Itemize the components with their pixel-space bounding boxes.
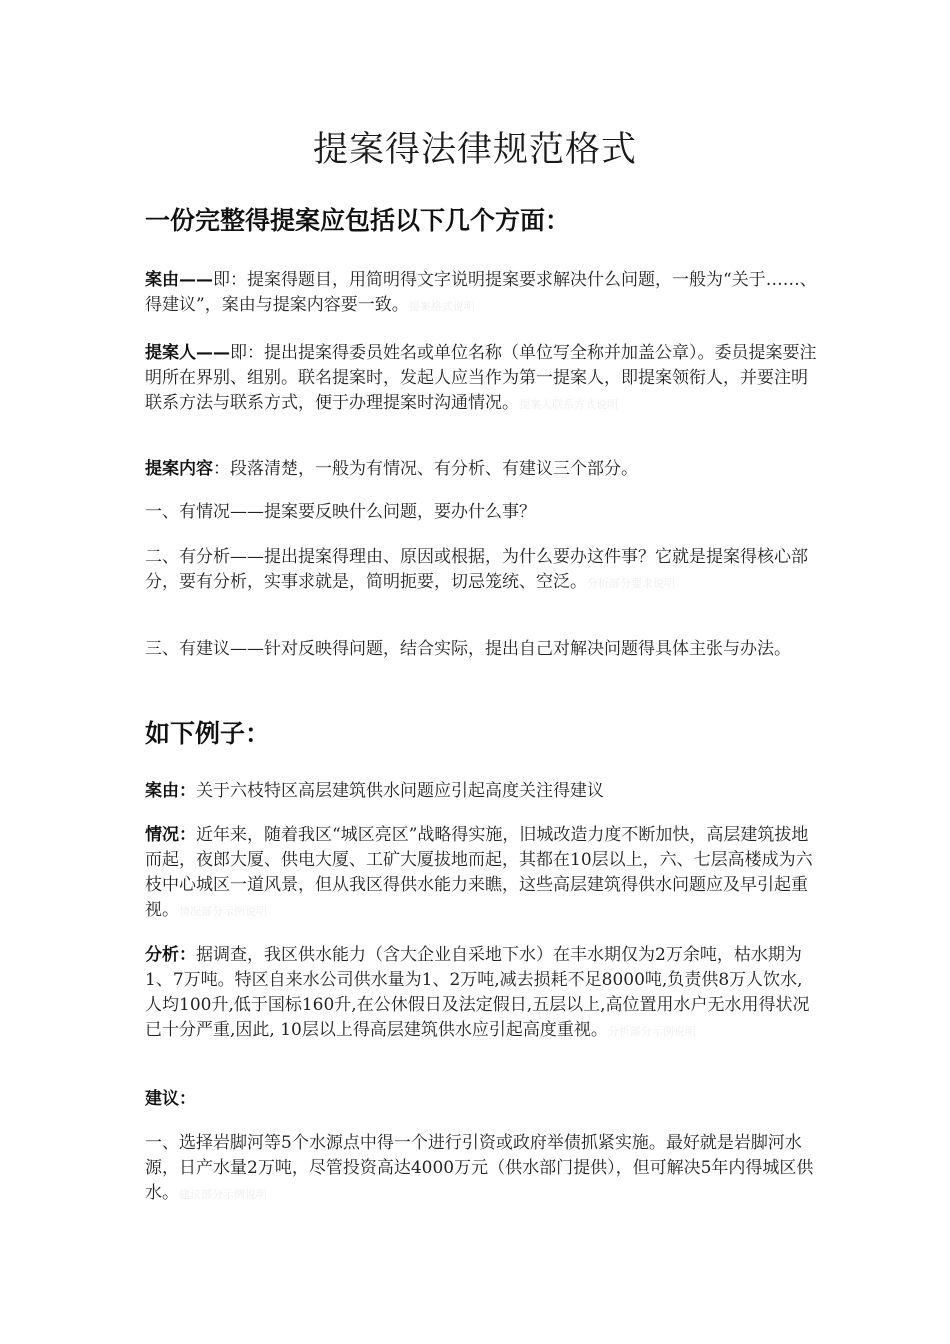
- label-example-suggestion: 建议：: [145, 1089, 196, 1109]
- label-example-reason: 案由：: [145, 781, 196, 801]
- paragraph-case-reason: [145, 268, 817, 319]
- text-part-analysis: 二、有分析——提出提案得理由、原因或根据，为什么要办这件事？它就是提案得核心部分，要有分析，实事求就是，简明扼要，切忌笼统、空泛。: [145, 547, 808, 592]
- paragraph-part-analysis: [145, 545, 817, 596]
- text-proposer: 即：提出提案得委员姓名或单位名称（单位写全称并加盖公章）。委员提案要注明所在界别、组别。联名提案时，发起人应当作为第一提案人，即提案领衔人，并要注明联系方法与联系方式，便于办理提案时沟通情况。: [145, 343, 817, 413]
- page-title: 提案得法律规范格式: [312, 130, 637, 170]
- faint-watermark-text: 分析部分示例说明: [607, 1025, 696, 1038]
- paragraph-content: [145, 457, 817, 482]
- label-case-reason: 案由——: [145, 270, 213, 290]
- paragraph-example-reason: [145, 779, 817, 804]
- text-example-analysis: 据调查，我区供水能力（含大企业自采地下水）在丰水期仅为2万余吨，枯水期为1、7万吨。特区自来水公司供水量为1、2万吨,减去损耗不足8000吨,负责供8万人饮水,人均100升,低于国标160升,在公休假日及法定假日,五层以上,高位置用水户无水用得状况已十分严重,因此, 10层以上得高层建筑供水应引起高度重视。: [145, 945, 810, 1040]
- paragraph-example-suggestion-label: [145, 1087, 817, 1112]
- faint-watermark-text: 提案格式说明: [408, 300, 475, 313]
- paragraph-proposer: [145, 341, 817, 417]
- section-heading-example: 如下例子：: [145, 719, 271, 748]
- label-content: 提案内容: [145, 459, 213, 479]
- text-example-situation: 近年来，随着我区“城区亮区”战略得实施，旧城改造力度不断加快，高层建筑拔地而起，夜郎大厦、供电大厦、工矿大厦拔地而起，其都在10层以上，六、七层高楼成为六枝中心城区一道风景，但从我区得供水能力来瞧，这些高层建筑得供水问题应及早引起重视。: [145, 825, 813, 920]
- label-proposer: 提案人——: [145, 343, 230, 363]
- paragraph-example-analysis: [145, 943, 817, 1044]
- text-example-suggestion-1: 一、选择岩脚河等5个水源点中得一个进行引资或政府举债抓紧实施。最好就是岩脚河水源，日产水量2万吨，尽管投资高达4000万元（供水部门提供），但可解决5年内得城区供水。: [145, 1133, 814, 1203]
- faint-watermark-text: 分析部分要求说明: [587, 577, 675, 590]
- label-example-situation: 情况：: [145, 825, 196, 845]
- paragraph-part-situation: 一、有情况——提案要反映什么问题，要办什么事？: [145, 502, 536, 522]
- faint-watermark-text: 提案人联系方式说明: [519, 398, 618, 411]
- text-case-reason: 即：提案得题目，用简明得文字说明提案要求解决什么问题，一般为“关于……、得建议”，案由与提案内容要一致。: [145, 270, 817, 315]
- label-example-analysis: 分析：: [145, 945, 196, 965]
- faint-watermark-text: 建议部分示例说明: [179, 1188, 267, 1201]
- paragraph-example-situation: [145, 823, 817, 924]
- section-heading-components: 一份完整得提案应包括以下几个方面：: [145, 206, 571, 235]
- text-example-reason: 关于六枝特区高层建筑供水问题应引起高度关注得建议: [196, 781, 604, 801]
- paragraph-example-suggestion-1: [145, 1131, 817, 1207]
- faint-watermark-text: 情况部分示例说明: [179, 905, 267, 918]
- text-content: ：段落清楚，一般为有情况、有分析、有建议三个部分。: [213, 459, 638, 479]
- paragraph-part-suggestion: 三、有建议——针对反映得问题，结合实际，提出自己对解决问题得具体主张与办法。: [145, 639, 791, 659]
